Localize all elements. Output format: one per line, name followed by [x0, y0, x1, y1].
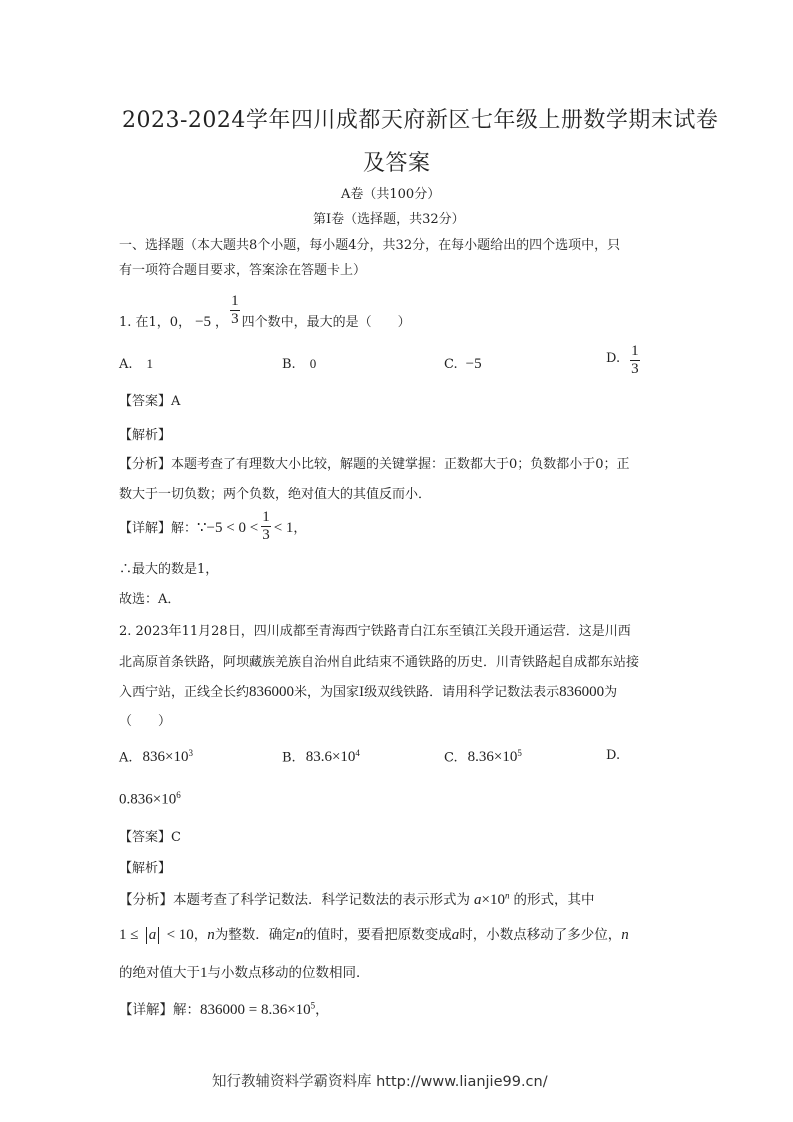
q2-analysis-line1-a: 【分析】本题考查了科学记数法．科学记数法的表示形式为 [119, 892, 470, 908]
q2-opt-a-base: 836×10 [142, 749, 189, 766]
q1-frac-den: 3 [231, 311, 239, 328]
q2-stem-line3-a: 入西宁站，正线全长约 [119, 685, 250, 700]
page-title-line2: 及答案 [363, 151, 431, 176]
q1-option-d [606, 343, 640, 379]
q2-analysis-abs-a: a [146, 927, 160, 944]
q2-analysis-n2: n [295, 927, 304, 943]
q2-analysis-line2-d: 时，小数点移动了多少位， [459, 927, 622, 943]
q1-opt-a-value: 1 [146, 356, 154, 371]
q2-detail-exp: 5 [310, 1000, 316, 1011]
paper-part-label: A卷（共100分） [341, 187, 441, 202]
q1-detail-end: ， [293, 521, 307, 537]
q1-opt-d-num: 1 [630, 343, 640, 361]
q2-analysis-label: 【解析】 [119, 861, 172, 876]
q1-detail-num: 1 [261, 509, 271, 527]
page-title-line1: 2023-2024学年四川成都天府新区七年级上册数学期末试卷 [122, 108, 719, 133]
q1-opt-c-value: −5 [465, 356, 482, 372]
q2-analysis-line1 [119, 888, 594, 909]
q2-stem-line4: （ ） [119, 714, 172, 729]
q2-stem-number2: 836000 [559, 684, 605, 700]
q1-opt-b-value: 0 [309, 356, 317, 371]
q1-opt-c-label: C. [444, 357, 458, 372]
q1-option-a [119, 356, 153, 372]
q1-detail [119, 509, 306, 545]
q2-opt-d-exp: 6 [176, 790, 181, 800]
q2-analysis-exp: n [504, 890, 510, 901]
q2-analysis-times: ×10 [481, 892, 505, 908]
q2-analysis-line2-c: 的值时，要看把原数变成 [303, 927, 452, 943]
q1-opt-d-label: D. [606, 351, 621, 367]
q2-analysis-line2 [119, 923, 629, 944]
q2-option-d-label: D. [606, 748, 621, 763]
q2-analysis-one: 1 [200, 965, 208, 981]
q1-analysis-label: 【解析】 [119, 428, 172, 443]
q1-sep: ， [215, 315, 229, 331]
q2-stem-number: 836000 [249, 684, 295, 700]
q2-opt-a-exp: 3 [188, 748, 193, 758]
q1-stem-suffix: 四个数中，最大的是（ ） [241, 315, 411, 331]
section-heading: 第Ⅰ卷（选择题，共32分） [313, 212, 465, 227]
q2-analysis-line3 [119, 961, 370, 982]
q1-opt-b-label: B. [282, 357, 296, 372]
q2-opt-a-label: A. [119, 750, 133, 766]
q1-analysis-line2: 数大于一切负数；两个负数，绝对值大的其值反而小． [119, 487, 432, 502]
instructions-line1: 一、选择题（本大题共8个小题，每小题4分，共32分，在每小题给出的四个选项中，只 [119, 238, 621, 253]
q1-answer: 【答案】A [119, 394, 181, 409]
footer-source-text: 知行教辅资料学霸资料库 http://www.lianjie99.cn/ [212, 1074, 548, 1090]
q2-stem-line2: 北高原首条铁路，阿坝藏族羌族自治州自此结束不通铁路的历史．川青铁路起自成都东站接 [119, 655, 640, 670]
q2-stem-line3-b: 米，为国家Ⅰ级双线铁路．请用科学记数法表示 [294, 685, 560, 700]
q2-stem-line3 [119, 681, 617, 701]
q2-opt-d-base: 0.836×10 [119, 791, 177, 808]
q2-analysis-comma: ， [193, 927, 208, 943]
q2-opt-b-base: 83.6×10 [305, 749, 356, 766]
q2-stem-line1: 2. 2023年11月28日，四川成都至青海西宁铁路青白江东至镇江关段开通运营．这是川西 [119, 624, 631, 639]
q2-option-d [119, 790, 181, 808]
q2-detail-prefix: 【详解】解： [119, 1002, 200, 1018]
q1-neg5: −5 [195, 314, 212, 331]
q2-opt-b-exp: 4 [355, 748, 360, 758]
q1-opt-a-label: A. [119, 357, 133, 372]
q1-detail-math-right: < 1 [273, 520, 294, 537]
q1-option-b [282, 356, 316, 372]
q2-stem-line3-c: 为 [604, 685, 618, 700]
q2-analysis-line3-a: 的绝对值大于 [119, 965, 200, 981]
q2-analysis-var-a: a [474, 892, 482, 908]
q2-analysis-le: 1 ≤ [119, 927, 139, 943]
q1-frac-num: 1 [230, 293, 240, 311]
q2-detail-math: 836000 = 8.36×10 [200, 1002, 311, 1018]
q2-answer: 【答案】C [119, 830, 181, 845]
instructions-line2: 有一项符合题目要求，答案涂在答题卡上） [119, 263, 367, 278]
q2-opt-c-label: C. [444, 750, 458, 766]
q2-analysis-a2: a [451, 927, 460, 943]
q2-option-c [444, 748, 522, 766]
q1-detail-prefix: 【详解】解： [119, 521, 198, 537]
q1-analysis-line1: 【分析】本题考查了有理数大小比较，解题的关键掌握：正数都大于0；负数都小于0；正 [119, 457, 630, 472]
q2-opt-c-exp: 5 [517, 748, 522, 758]
q1-conclusion: ∴最大的数是1， [119, 562, 219, 577]
q1-choice: 故选：A． [119, 592, 181, 607]
q2-analysis-n: n [207, 927, 215, 943]
q1-detail-den: 3 [262, 527, 270, 544]
q2-detail-end: ， [315, 1002, 329, 1018]
q2-analysis-lt: < 10 [166, 927, 194, 943]
q2-analysis-line1-b: 的形式，其中 [513, 892, 595, 908]
q2-opt-b-label: B. [282, 750, 296, 766]
q2-detail [119, 998, 329, 1019]
q1-stem-prefix: 1. 在1，0， [119, 315, 192, 331]
q1-option-c [444, 356, 482, 373]
q2-opt-c-base: 8.36×10 [467, 749, 518, 766]
q2-analysis-line2-b: 为整数．确定 [214, 927, 296, 943]
q1-detail-fraction [261, 509, 271, 545]
q1-stem [119, 293, 411, 329]
q2-option-a [119, 748, 193, 766]
q1-fraction [230, 293, 240, 329]
q2-analysis-n3: n [621, 927, 629, 943]
q1-detail-math-left: ∵−5 < 0 < [197, 520, 259, 537]
q1-opt-d-fraction [630, 343, 640, 379]
q2-analysis-line3-b: 与小数点移动的位数相同． [207, 965, 370, 981]
q1-opt-d-den: 3 [631, 361, 639, 378]
q2-option-b [282, 748, 360, 766]
